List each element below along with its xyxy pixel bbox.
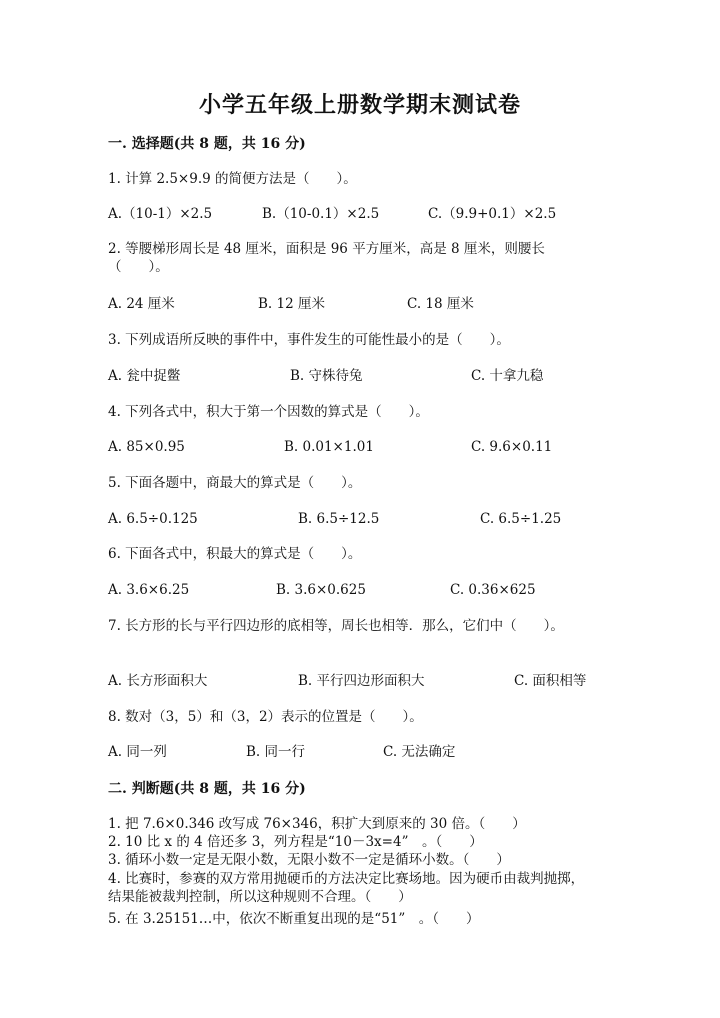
question-3: 3. 下列成语所反映的事件中，事件发生的可能性最小的是（ ）。: [108, 332, 510, 348]
q6-option-b: B. 3.6×0.625: [276, 582, 366, 598]
q2-option-c: C. 18 厘米: [407, 296, 474, 312]
q8-option-b: B. 同一行: [246, 744, 306, 760]
question-6: 6. 下面各式中，积最大的算式是（ ）。: [108, 546, 362, 562]
q7-option-a: A. 长方形面积大: [108, 673, 208, 689]
q7-option-c: C. 面积相等: [514, 673, 587, 689]
judgment-1: 1. 把 7.6×0.346 改写成 76×346，积扩大到原来的 30 倍。（ ）: [108, 816, 526, 832]
q5-option-a: A. 6.5÷0.125: [108, 511, 198, 527]
question-4: 4. 下列各式中，积大于第一个因数的算式是（ ）。: [108, 404, 429, 420]
page-title: 小学五年级上册数学期末测试卷: [198, 92, 521, 118]
section-heading-judgment: 二. 判断题(共 8 题，共 16 分): [108, 781, 306, 797]
q4-option-c: C. 9.6×0.11: [471, 439, 553, 455]
question-7: 7. 长方形的长与平行四边形的底相等，周长也相等．那么，它们中（ ）。: [108, 618, 564, 634]
q2-option-a: A. 24 厘米: [108, 296, 175, 312]
q6-option-c: C. 0.36×625: [450, 582, 536, 598]
question-2: 2. 等腰梯形周长是 48 厘米，面积是 96 平方厘米，高是 8 厘米，则腰长（ ）。: [108, 241, 545, 275]
q6-option-a: A. 3.6×6.25: [108, 582, 190, 598]
q1-option-a: A.（10-1）×2.5: [108, 206, 213, 222]
judgment-5: 5. 在 3.25151…中，依次不断重复出现的是“51” 。（ ）: [108, 911, 480, 927]
judgment-2: 2. 10 比 x 的 4 倍还多 3，列方程是“10－3x=4” 。（ ）: [108, 834, 483, 850]
q3-option-b: B. 守株待兔: [290, 368, 363, 384]
section-heading-choice: 一. 选择题(共 8 题，共 16 分): [108, 136, 306, 152]
judgment-4: 4. 比赛时，参赛的双方常用抛硬币的方法决定比赛场地。因为硬币由裁判抛掷，结果能被裁判控制，所以这种规则不合理。（ ）: [108, 871, 585, 905]
q8-option-c: C. 无法确定: [383, 744, 456, 760]
question-8: 8. 数对（3，5）和（3，2）表示的位置是（ ）。: [108, 709, 423, 725]
q4-option-a: A. 85×0.95: [108, 439, 185, 455]
q5-option-b: B. 6.5÷12.5: [298, 511, 380, 527]
q1-option-c: C.（9.9+0.1）×2.5: [428, 206, 557, 222]
question-5: 5. 下面各题中，商最大的算式是（ ）。: [108, 475, 362, 491]
question-1: 1. 计算 2.5×9.9 的简便方法是（ ）。: [108, 171, 357, 187]
q8-option-a: A. 同一列: [108, 744, 167, 760]
judgment-3: 3. 循环小数一定是无限小数，无限小数不一定是循环小数。（ ）: [108, 852, 510, 868]
q3-option-c: C. 十拿九稳: [471, 368, 544, 384]
q1-option-b: B.（10-0.1）×2.5: [262, 206, 380, 222]
q7-option-b: B. 平行四边形面积大: [298, 673, 425, 689]
q3-option-a: A. 瓮中捉鳖: [108, 368, 181, 384]
q5-option-c: C. 6.5÷1.25: [480, 511, 562, 527]
q4-option-b: B. 0.01×1.01: [284, 439, 374, 455]
q2-option-b: B. 12 厘米: [258, 296, 325, 312]
